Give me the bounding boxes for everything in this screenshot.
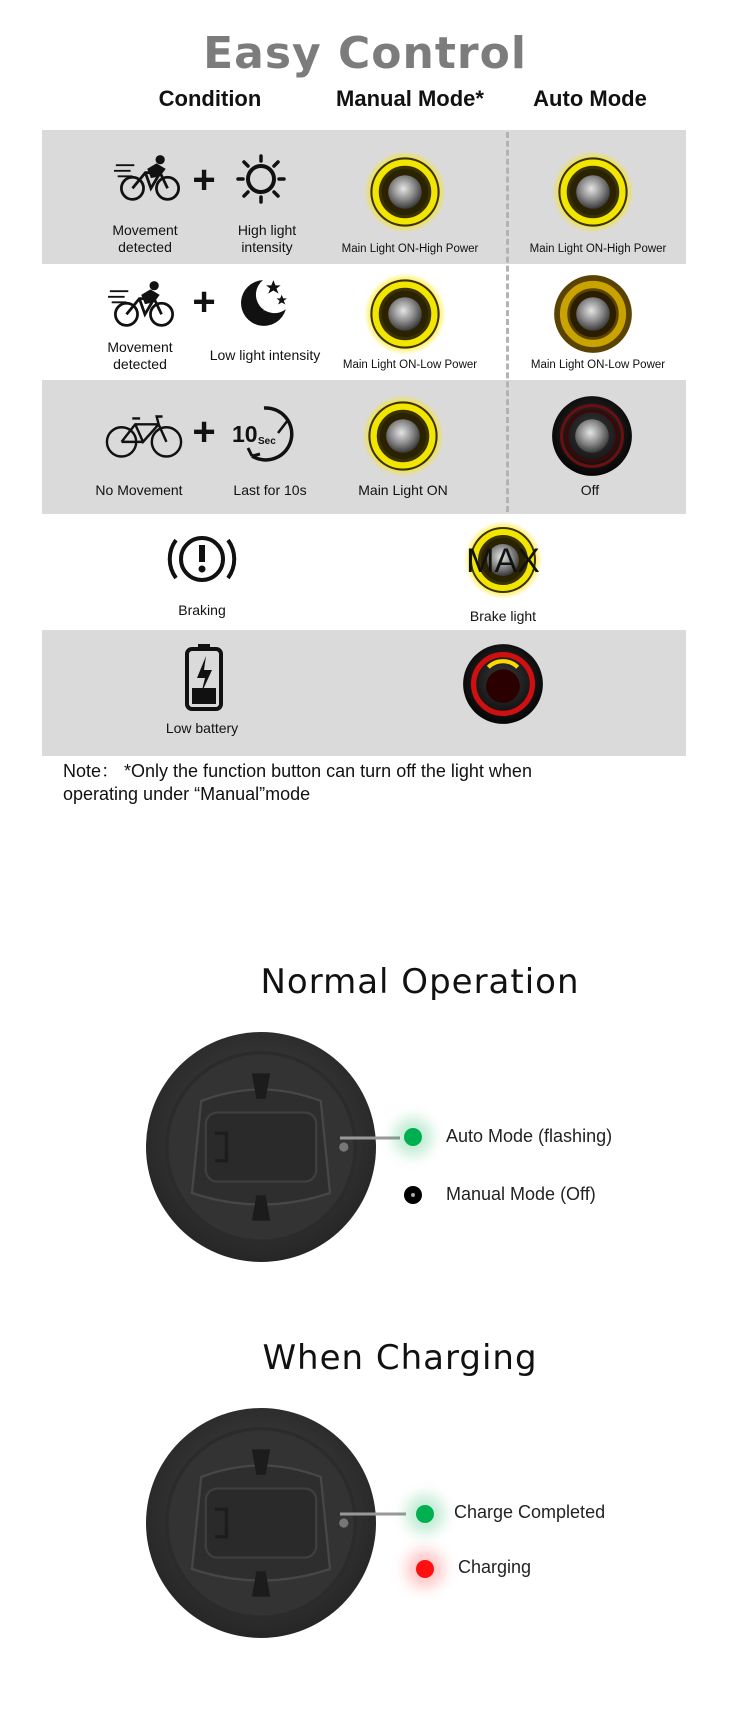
condition-label: No Movement: [95, 482, 183, 498]
legend-label: Manual Mode (Off): [446, 1184, 596, 1204]
timer-icon: [230, 402, 302, 464]
indicator-leader-line: [340, 1508, 406, 1520]
plus-icon: +: [192, 410, 216, 454]
status-dot-green: [404, 1128, 422, 1146]
moon-stars-icon: [236, 276, 290, 330]
condition-label: Last for 10s: [233, 482, 307, 498]
legend-label: Charging: [458, 1557, 532, 1577]
manual-result-label: Main Light ON-High Power: [341, 243, 479, 255]
condition-label: Low light intensity: [209, 347, 321, 363]
note-text: [63, 760, 703, 806]
light-button-icon: [551, 272, 635, 356]
note-line: operating under “Manual”mode: [63, 784, 311, 804]
brake-light-label: Brake light: [469, 608, 537, 624]
condition-label: Movement detected: [107, 339, 173, 372]
auto-result-label: Main Light ON-High Power: [529, 243, 667, 255]
column-header-manual: Manual Mode*: [336, 86, 484, 111]
brake-warning-icon: [166, 530, 238, 588]
light-button-icon: [361, 394, 445, 478]
cyclist-icon: [114, 154, 186, 206]
section-title-normal: Normal Operation: [260, 962, 580, 1002]
battery-low-icon: [184, 642, 224, 712]
brake-light-icon: [463, 520, 543, 600]
light-button-icon: [363, 272, 447, 356]
plus-icon: +: [192, 280, 216, 324]
status-dot-green: [416, 1505, 434, 1523]
status-dot-red: [416, 1560, 434, 1578]
plus-icon: +: [192, 158, 216, 202]
legend-label: Charge Completed: [454, 1502, 606, 1522]
auto-result-label: Main Light ON-Low Power: [530, 359, 666, 371]
braking-label: Braking: [178, 602, 226, 618]
condition-label: High light intensity: [237, 222, 297, 255]
legend-label: Auto Mode (flashing): [446, 1126, 613, 1146]
mode-separator: [506, 132, 509, 512]
device-mount-icon: [146, 1032, 376, 1262]
condition-label: Movement detected: [112, 222, 178, 255]
light-button-icon: [551, 150, 635, 234]
row-band-5: [42, 630, 686, 756]
cyclist-icon: [108, 280, 180, 332]
bicycle-icon: [104, 412, 184, 460]
sun-icon: [236, 154, 286, 204]
battery-label: Low battery: [165, 720, 239, 736]
section-title-charging: When Charging: [262, 1338, 538, 1378]
timer-number: 10: [232, 421, 258, 447]
light-button-icon: [550, 394, 634, 478]
timer-unit: Sec: [258, 436, 276, 447]
column-header-condition: Condition: [158, 86, 262, 111]
page-title: Easy Control: [203, 28, 527, 79]
manual-result-label: Main Light ON-Low Power: [342, 359, 478, 371]
note-line: Note： *Only the function button can turn off the light when: [63, 761, 532, 781]
light-button-icon: [363, 150, 447, 234]
max-badge: MAX: [466, 542, 540, 580]
manual-result-label: Main Light ON: [358, 482, 448, 498]
device-mount-icon: [146, 1408, 376, 1638]
auto-result-label: Off: [580, 482, 600, 498]
column-header-auto: Auto Mode: [533, 86, 647, 111]
indicator-leader-line: [340, 1132, 400, 1144]
status-dot-black: [404, 1186, 422, 1204]
light-button-icon: [461, 642, 545, 726]
